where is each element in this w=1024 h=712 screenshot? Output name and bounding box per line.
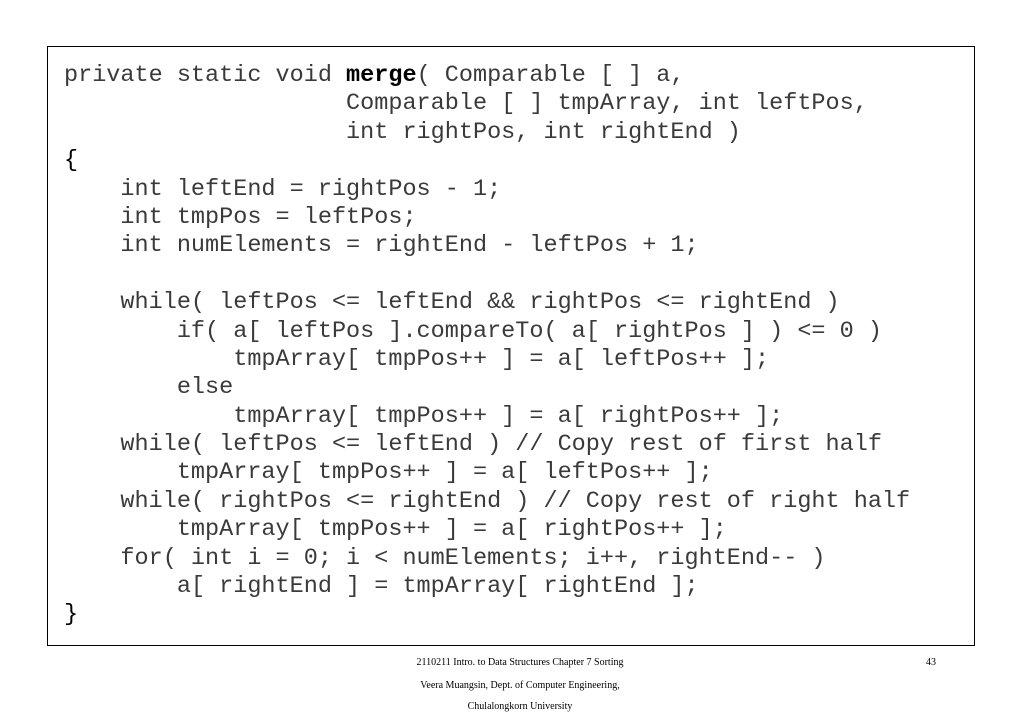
code-line [64, 289, 910, 317]
code-line [64, 431, 910, 459]
code-listing-box [47, 46, 975, 646]
code-line [64, 459, 910, 487]
code-text: private static void [64, 62, 347, 89]
code-text: while( leftPos <= leftEnd && rightPos <= rightEnd ) [64, 289, 840, 317]
code-text: tmpArray[ tmpPos++ ] = a[ leftPos++ ]; [64, 459, 713, 487]
code-line [64, 147, 910, 175]
code-line [64, 232, 910, 260]
code-line [64, 261, 910, 289]
code-text: } [64, 601, 79, 629]
code-text: for( int i = 0; i < numElements; i++, rightEnd-- ) [64, 544, 826, 572]
footer-university: Chulalongkorn University [467, 701, 573, 712]
code-line [64, 403, 910, 431]
code-text: ( Comparable [ ] a, [416, 62, 685, 89]
code-text: int numElements = rightEnd - leftPos + 1; [64, 232, 699, 260]
code-line [64, 204, 910, 232]
code-line [64, 62, 910, 90]
code-text: int tmpPos = leftPos; [64, 203, 417, 231]
method-name: merge [346, 62, 417, 89]
code-text: int leftEnd = rightPos - 1; [64, 175, 502, 203]
code-line [64, 516, 910, 544]
footer-course-chapter: 2110211 Intro. to Data Structures Chapter 7 Sorting [416, 657, 624, 668]
code-line [64, 90, 910, 118]
code-text: else [64, 374, 234, 402]
code-listing [64, 62, 910, 630]
code-text: tmpArray[ tmpPos++ ] = a[ leftPos++ ]; [64, 345, 770, 373]
footer-author: Veera Muangsin, Dept. of Computer Engineering, [420, 680, 620, 691]
code-text: Comparable [ ] tmpArray, int leftPos, [64, 90, 868, 118]
code-text: while( leftPos <= leftEnd ) // Copy rest of first half [64, 431, 882, 459]
code-line [64, 318, 910, 346]
code-text: int rightPos, int rightEnd ) [64, 118, 741, 146]
code-line [64, 119, 910, 147]
code-line [64, 545, 910, 573]
code-line [64, 573, 910, 601]
code-text: while( rightPos <= rightEnd ) // Copy rest of right half [64, 487, 911, 515]
code-text: tmpArray[ tmpPos++ ] = a[ rightPos++ ]; [64, 516, 727, 544]
code-line [64, 601, 910, 629]
page-number: 43 [926, 657, 936, 668]
code-text: a[ rightEnd ] = tmpArray[ rightEnd ]; [64, 573, 699, 601]
code-text: { [64, 147, 79, 175]
code-text: tmpArray[ tmpPos++ ] = a[ rightPos++ ]; [64, 402, 784, 430]
code-line [64, 346, 910, 374]
code-text: if( a[ leftPos ].compareTo( a[ rightPos ] ) <= 0 ) [64, 317, 882, 345]
code-line [64, 374, 910, 402]
code-line [64, 176, 910, 204]
code-line [64, 488, 910, 516]
